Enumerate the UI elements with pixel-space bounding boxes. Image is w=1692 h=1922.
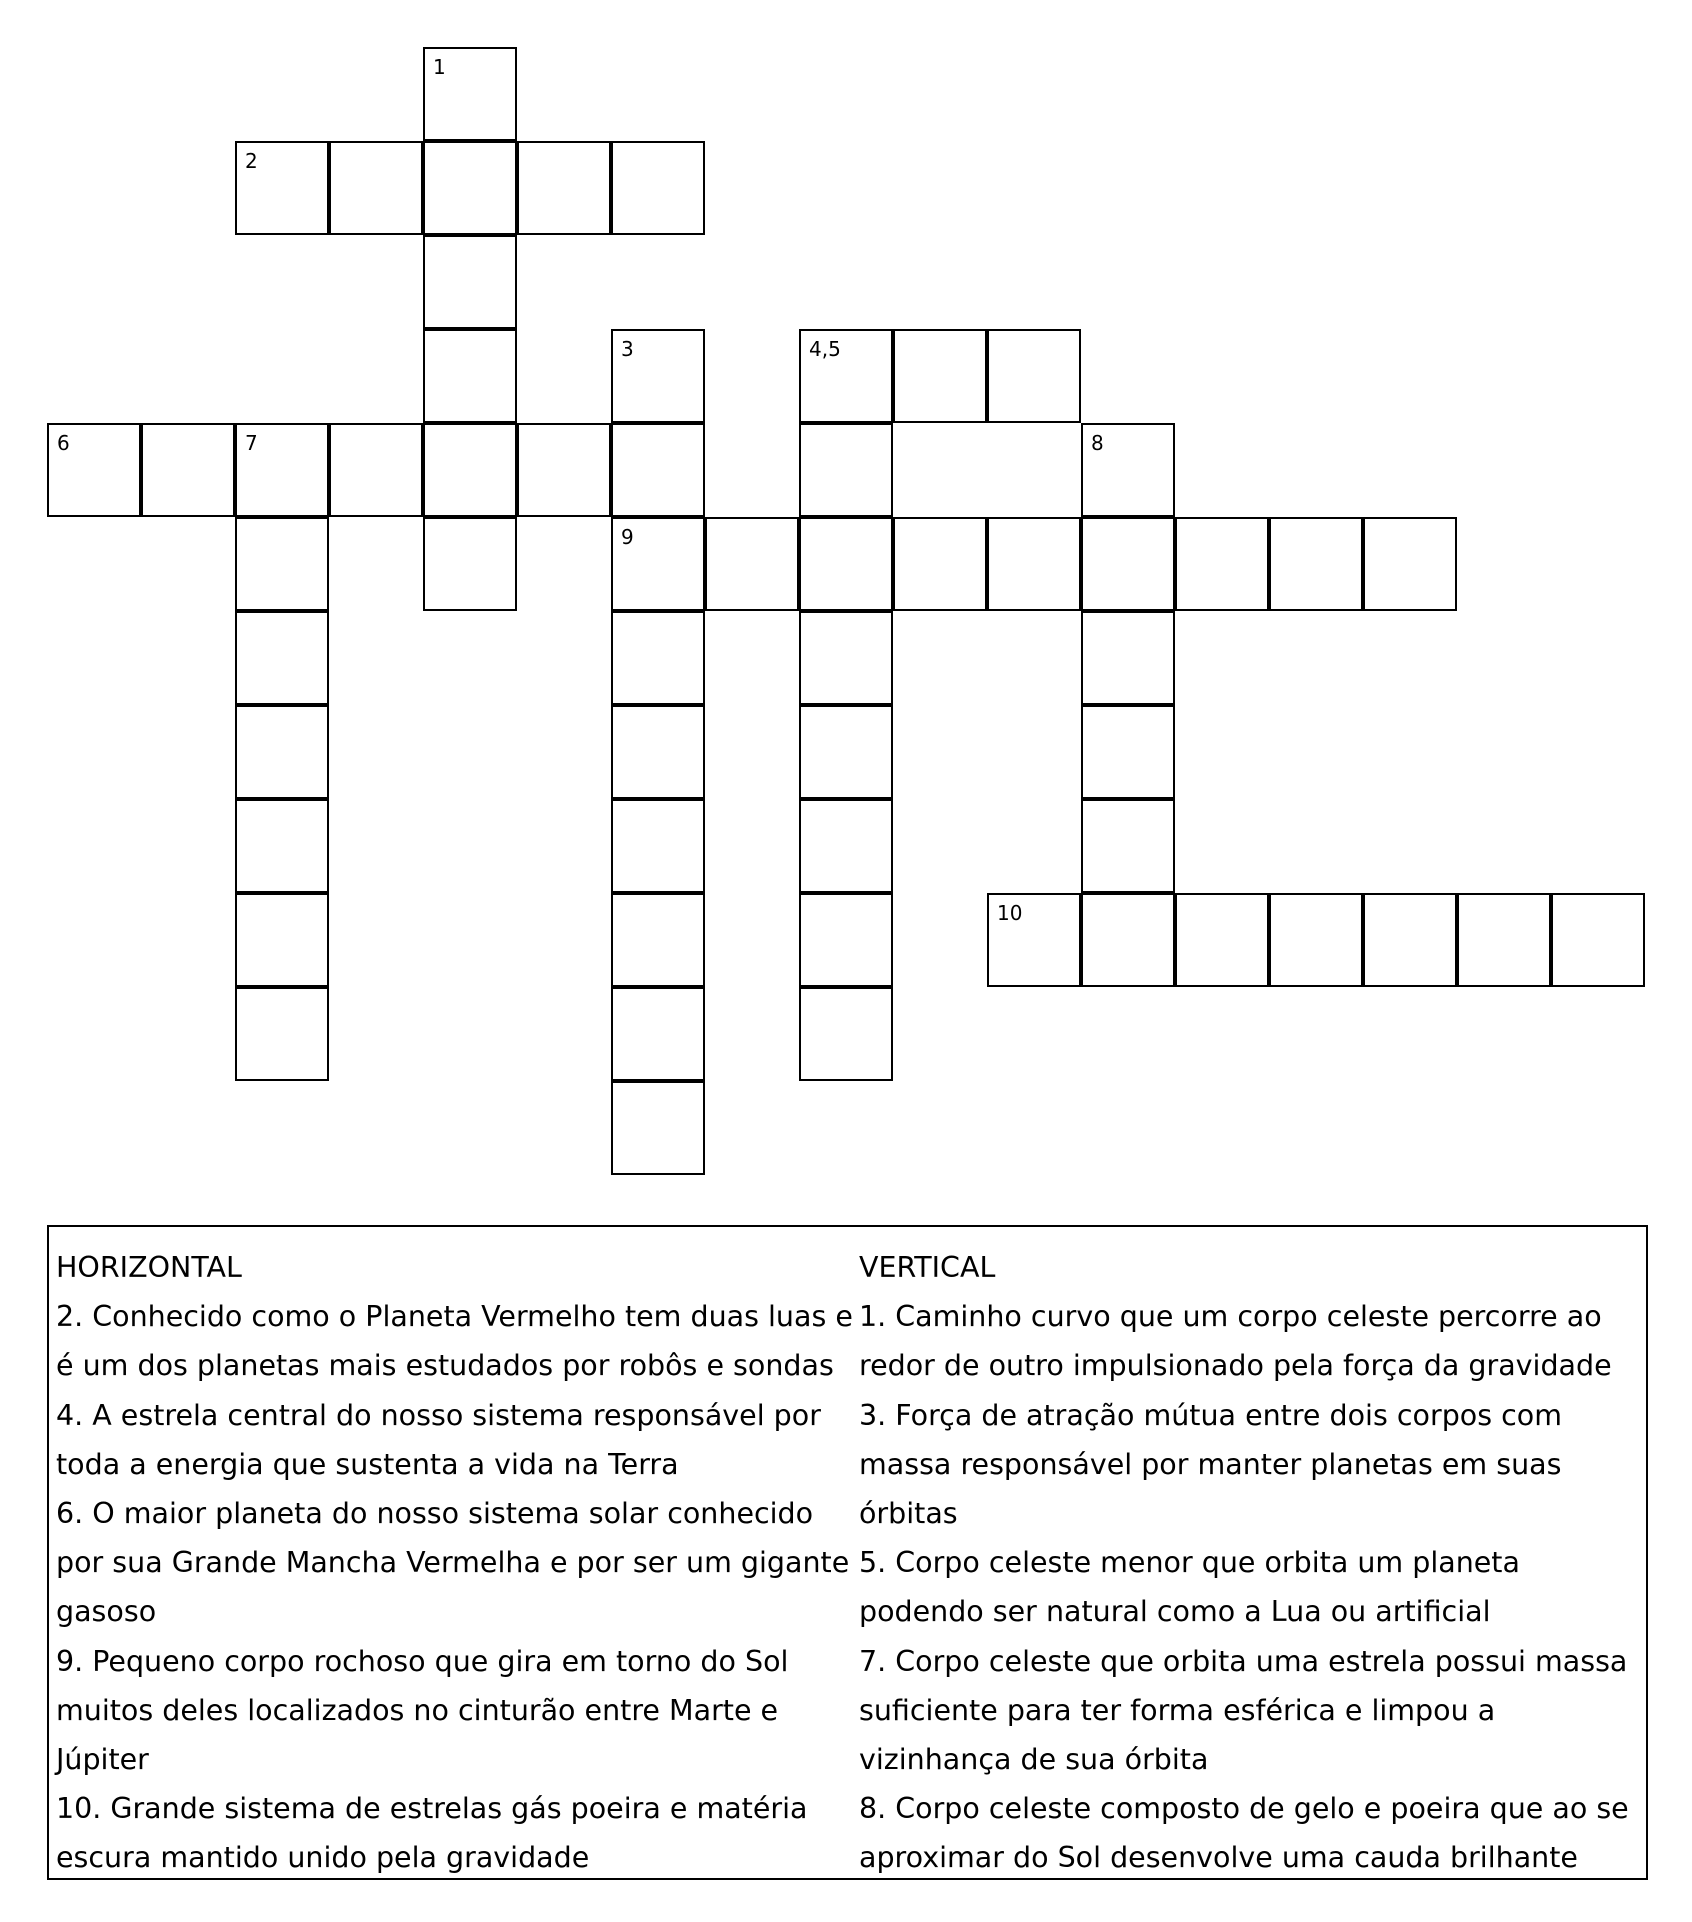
grid-cell[interactable] (987, 893, 1081, 987)
grid-cell[interactable] (329, 423, 423, 517)
grid-cell[interactable] (1551, 893, 1645, 987)
cell-number: 10 (997, 901, 1023, 925)
grid-cell[interactable] (1081, 611, 1175, 705)
grid-cell[interactable] (611, 423, 705, 517)
horizontal-heading: HORIZONTAL (56, 1251, 242, 1284)
grid-cell[interactable] (611, 1081, 705, 1175)
cell-number: 4,5 (809, 337, 841, 361)
vertical-clues (859, 1243, 1639, 1883)
grid-cell[interactable] (235, 517, 329, 611)
grid-cell[interactable] (1081, 517, 1175, 611)
grid-cell[interactable] (611, 799, 705, 893)
vertical-clue: 5. Corpo celeste menor que orbita um planeta podendo ser natural como a Lua ou artificial (859, 1546, 1520, 1629)
grid-cell[interactable] (235, 141, 329, 235)
grid-cell[interactable] (517, 423, 611, 517)
grid-cell[interactable] (1081, 799, 1175, 893)
grid-cell[interactable] (799, 517, 893, 611)
grid-cell[interactable] (235, 893, 329, 987)
grid-cell[interactable] (423, 235, 517, 329)
grid-cell[interactable] (893, 329, 987, 423)
grid-cell[interactable] (1081, 705, 1175, 799)
grid-cell[interactable] (235, 705, 329, 799)
grid-cell[interactable] (799, 705, 893, 799)
horizontal-clue: 4. A estrela central do nosso sistema responsável por toda a energia que sustenta a vida na Terra (56, 1398, 821, 1481)
grid-cell[interactable] (1363, 893, 1457, 987)
grid-cell[interactable] (423, 141, 517, 235)
vertical-clue: 3. Força de atração mútua entre dois corpos com massa responsável por manter planetas em suas órbitas (859, 1398, 1563, 1531)
grid-cell[interactable] (1269, 517, 1363, 611)
horizontal-clue: 6. O maior planeta do nosso sistema solar conhecido por sua Grande Mancha Vermelha e por ser um gigante gasoso (56, 1497, 850, 1629)
grid-cell[interactable] (611, 987, 705, 1081)
grid-cell[interactable] (893, 517, 987, 611)
cell-number: 3 (621, 337, 634, 361)
grid-cell[interactable] (423, 423, 517, 517)
cell-number: 7 (245, 431, 258, 455)
grid-cell[interactable] (1175, 517, 1269, 611)
grid-cell[interactable] (799, 893, 893, 987)
cell-number: 6 (57, 431, 70, 455)
grid-cell[interactable] (799, 329, 893, 423)
grid-cell[interactable] (987, 329, 1081, 423)
grid-cell[interactable] (47, 423, 141, 517)
vertical-heading: VERTICAL (859, 1251, 996, 1284)
grid-cell[interactable] (1081, 423, 1175, 517)
grid-cell[interactable] (423, 517, 517, 611)
grid-cell[interactable] (611, 893, 705, 987)
grid-cell[interactable] (235, 799, 329, 893)
grid-cell[interactable] (611, 611, 705, 705)
vertical-clue: 8. Corpo celeste composto de gelo e poeira que ao se aproximar do Sol desenvolve uma cauda brilhante (859, 1792, 1629, 1875)
grid-cell[interactable] (799, 799, 893, 893)
horizontal-clue: 2. Conhecido como o Planeta Vermelho tem duas luas e é um dos planetas mais estudados por robôs e sondas (56, 1300, 853, 1383)
grid-cell[interactable] (141, 423, 235, 517)
grid-cell[interactable] (1269, 893, 1363, 987)
grid-cell[interactable] (799, 423, 893, 517)
grid-cell[interactable] (705, 517, 799, 611)
grid-cell[interactable] (611, 705, 705, 799)
grid-cell[interactable] (799, 987, 893, 1081)
grid-cell[interactable] (611, 329, 705, 423)
grid-cell[interactable] (517, 141, 611, 235)
cell-number: 9 (621, 525, 634, 549)
grid-cell[interactable] (329, 141, 423, 235)
grid-cell[interactable] (235, 423, 329, 517)
horizontal-clue: 9. Pequeno corpo rochoso que gira em torno do Sol muitos deles localizados no cinturão entre Marte e Júpiter (56, 1644, 789, 1777)
grid-cell[interactable] (235, 611, 329, 705)
vertical-clue: 7. Corpo celeste que orbita uma estrela possui massa suficiente para ter forma esférica e limpou a vizinhança de sua órbita (859, 1644, 1628, 1777)
vertical-clue: 1. Caminho curvo que um corpo celeste percorre ao redor de outro impulsionado pela força da gravidade (859, 1300, 1612, 1383)
grid-cell[interactable] (235, 987, 329, 1081)
grid-cell[interactable] (1081, 893, 1175, 987)
cell-number: 8 (1091, 431, 1104, 455)
grid-cell[interactable] (611, 141, 705, 235)
grid-cell[interactable] (1175, 893, 1269, 987)
cell-number: 1 (433, 55, 446, 79)
grid-cell[interactable] (1363, 517, 1457, 611)
horizontal-clues (56, 1243, 856, 1883)
grid-cell[interactable] (423, 329, 517, 423)
grid-cell[interactable] (987, 517, 1081, 611)
grid-cell[interactable] (423, 47, 517, 141)
grid-cell[interactable] (1457, 893, 1551, 987)
cell-number: 2 (245, 149, 258, 173)
clues-box (47, 1225, 1648, 1880)
grid-cell[interactable] (799, 611, 893, 705)
horizontal-clue: 10. Grande sistema de estrelas gás poeira e matéria escura mantido unido pela gravidade (56, 1792, 808, 1875)
grid-cell[interactable] (611, 517, 705, 611)
